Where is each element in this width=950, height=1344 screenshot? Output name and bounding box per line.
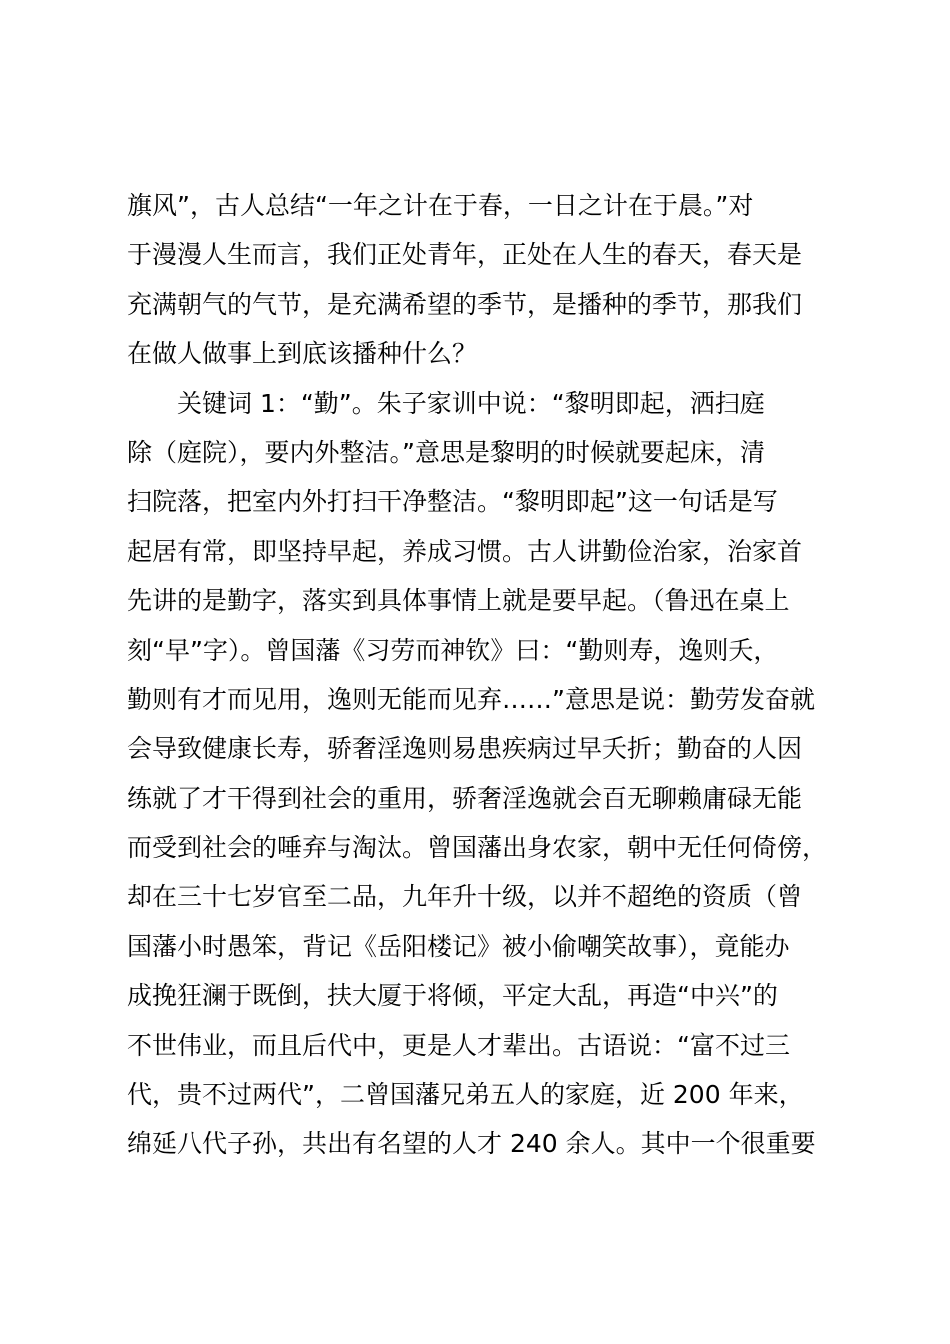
text-line: 在做人做事上到底该播种什么？	[127, 339, 478, 369]
text-line: 成挽狂澜于既倒，扶大厦于将倾，平定大乱，再造“中兴”的	[127, 981, 778, 1011]
text-line: 于漫漫人生而言，我们正处青年，正处在人生的春天，春天是	[127, 240, 803, 270]
text-line: 先讲的是勤字，落实到具体事情上就是要早起。（鲁迅在桌上	[127, 586, 790, 616]
text-line: 充满朝气的气节，是充满希望的季节，是播种的季节，那我们	[127, 289, 803, 319]
text-line: 代，贵不过两代”，二曾国藩兄弟五人的家庭，近 200 年来，	[127, 1080, 804, 1110]
text-line: 旗风”，古人总结“一年之计在于春，一日之计在于晨。”对	[127, 191, 754, 220]
text-line: 刻“早”字）。曾国藩《习劳而神钦》曰：“勤则寿，逸则夭，	[127, 635, 779, 665]
text-line: 不世伟业，而且后代中，更是人才辈出。古语说：“富不过三	[127, 1030, 790, 1060]
text-line: 除（庭院），要内外整洁。”意思是黎明的时候就要起床，清	[127, 437, 765, 467]
text-line: 而受到社会的唾弃与淘汰。曾国藩出身农家，朝中无任何倚傍，	[127, 833, 828, 863]
text-line: 国藩小时愚笨，背记《岳阳楼记》被小偷嘲笑故事），竟能办	[127, 931, 790, 961]
text-line: 起居有常，即坚持早起，养成习惯。古人讲勤俭治家，治家首	[127, 536, 803, 566]
text-line: 练就了才干得到社会的重用，骄奢淫逸就会百无聊赖庸碌无能	[127, 783, 803, 813]
text-line: 绵延八代子孙，共出有名望的人才 240 余人。其中一个很重要	[127, 1129, 816, 1159]
document-body	[127, 181, 847, 1169]
text-line: 会导致健康长寿，骄奢淫逸则易患疾病过早夭折；勤奋的人因	[127, 734, 803, 764]
paragraph-first-line: 关键词 1：“勤”。朱子家训中说：“黎明即起，洒扫庭	[177, 388, 765, 418]
text-line: 勤则有才而见用，逸则无能而见弃……”意思是说：勤劳发奋就	[127, 684, 815, 714]
text-line: 却在三十七岁官至二品，九年升十级，以并不超绝的资质（曾	[127, 882, 803, 912]
text-line: 扫院落，把室内外打扫干净整洁。“黎明即起”这一句话是写	[127, 487, 778, 517]
